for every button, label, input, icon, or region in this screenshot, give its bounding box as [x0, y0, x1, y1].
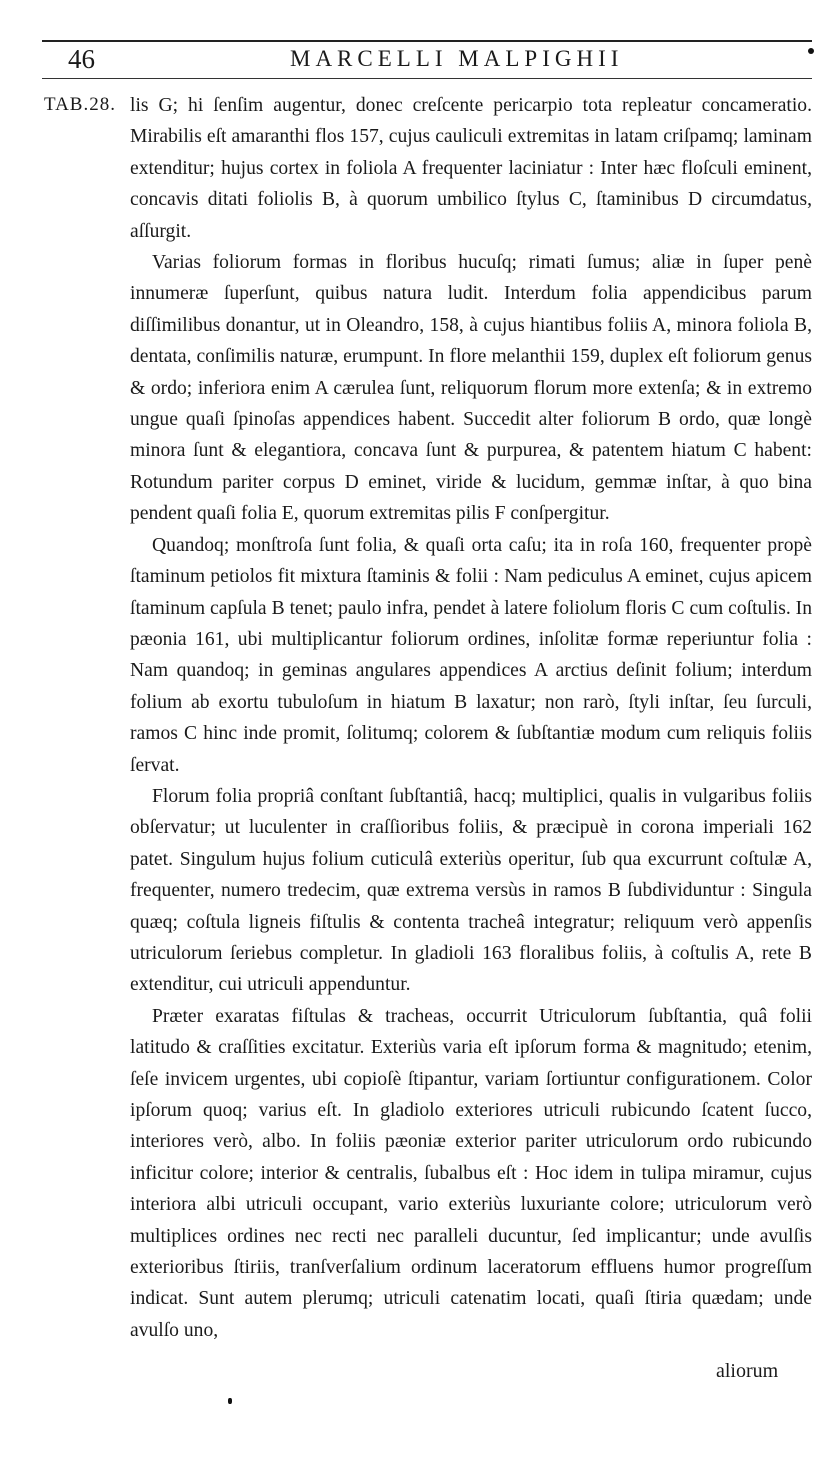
paragraph-3: Quandoq; monſtroſa ſunt folia, & quaſi orta caſu; ita in roſa 160, frequenter propè ſtaminum petiolos fit mixtura ſtaminis & folii : Nam pediculus A eminet, cujus apicem ſtaminum capſula B tenet; paulo infra, pendet à latere foliolum floris C cum coſtulis. In pæonia 161, ubi multiplicantur foliorum ordines, inſolitæ formæ reperiuntur folia : Nam quandoq; in geminas angulares appendices A arctius deſinit folium; interdum folium ab exortu tubuloſum in hiatum B laxatur; non rarò, ſtyli inſtar, ſeu ſurculi, ramos C hinc inde promit, ſolitumq; colorem & ſubſtantiæ modum cum reliquis foliis ſervat. — [130, 534, 812, 776]
header-rule-bottom — [42, 78, 812, 79]
paragraph-4: Florum folia propriâ conſtant ſubſtantiâ, hacq; multiplici, qualis in vulgaribus foliis obſervatur; ut luculenter in craſſioribus foliis, & præcipuè in corona imperiali 162 patet. Singulum hujus folium cuticulâ exteriùs operitur, ſub qua excurrunt coſtulæ A, frequenter, numero tredecim, quæ extrema versùs in ramos B ſubdividuntur : Singula quæq; coſtula ligneis fiſtulis & contenta tracheâ integratur; reliquum verò appenſis utriculorum ſeriebus completur. In gladioli 163 floralibus foliis, à coſtulis A, rete B extenditur, cui utriculi appenduntur. — [130, 785, 812, 996]
paragraph-2: Varias foliorum formas in floribus hucuſq; rimati ſumus; aliæ in ſuper penè innumeræ ſuperſunt, quibus natura ludit. Interdum folia appendicibus parum diſſimilibus donantur, ut in Oleandro, 158, à cujus hiantibus foliis A, minora foliola B, dentata, conſimilis naturæ, erumpunt. In flore melanthii 159, duplex eſt foliorum genus & ordo; inferiora enim A cærulea ſunt, reliquorum florum more extenſa; & in extremo ungue quaſi ſpinoſas appendices habent. Succedit alter foliorum B ordo, quæ longè minora ſunt & elegantiora, concava ſunt & purpurea, & patentem hiatum C habent: Rotundum pariter corpus D eminet, viride & lucidum, gemmæ inſtar, à quo bina pendent quaſi folia E, quorum extremitas pilis F conſpergitur. — [130, 252, 812, 525]
header-rule-top — [42, 40, 812, 42]
running-head: MARCELLI MALPIGHII — [290, 46, 624, 71]
header-dot-mark — [808, 48, 814, 54]
margin-note-tab: TAB.28. — [44, 94, 116, 115]
page-number: 46 — [68, 44, 95, 74]
body-text — [130, 90, 812, 1346]
paragraph-1: lis G; hi ſenſim augentur, donec creſcente pericarpio tota repleatur concameratio. Mirabilis eſt amaranthi flos 157, cujus cauliculi extremitas in latam criſpamq; laminam extenditur; hujus cortex in foliola A frequenter laciniatur : Inter hæc floſculi eminent, concavis ditati foliolis B, à quorum umbilico ſtylus C, ſtaminibus D circumdatus, aſſurgit. — [130, 95, 812, 242]
paragraph-5: Præter exaratas fiſtulas & tracheas, occurrit Utriculorum ſubſtantia, quâ folii latitudo & craſſities excitatur. Exteriùs varia eſt ipſorum forma & magnitudo; etenim, ſeſe invicem urgentes, ubi copioſè ſtipantur, variam ſortiuntur configurationem. Color ipſorum quoq; varius eſt. In gladiolo exteriores utriculi rubicundo ſcatent ſucco, interiores verò, albo. In foliis pæoniæ exterior pariter utriculorum ordo rubicundo inficitur colore; interior & centralis, ſubalbus eſt : Hoc idem in tulipa miramur, cujus interiora albi utriculi occupant, vario exteriùs luxuriante colore; utriculorum verò multiplices ordines nec recti nec paralleli ducuntur, ſed implicantur; unde avulſis exterioribus ſtiriis, tranſverſalium ordinum laceratorum effluens humor progreſſum indicat. Sunt autem plerumq; utriculi catenatim locati, quaſi ſtiria quædam; unde avulſo uno, — [130, 1005, 812, 1341]
ink-speck — [228, 1398, 232, 1404]
catchword: aliorum — [716, 1360, 779, 1382]
